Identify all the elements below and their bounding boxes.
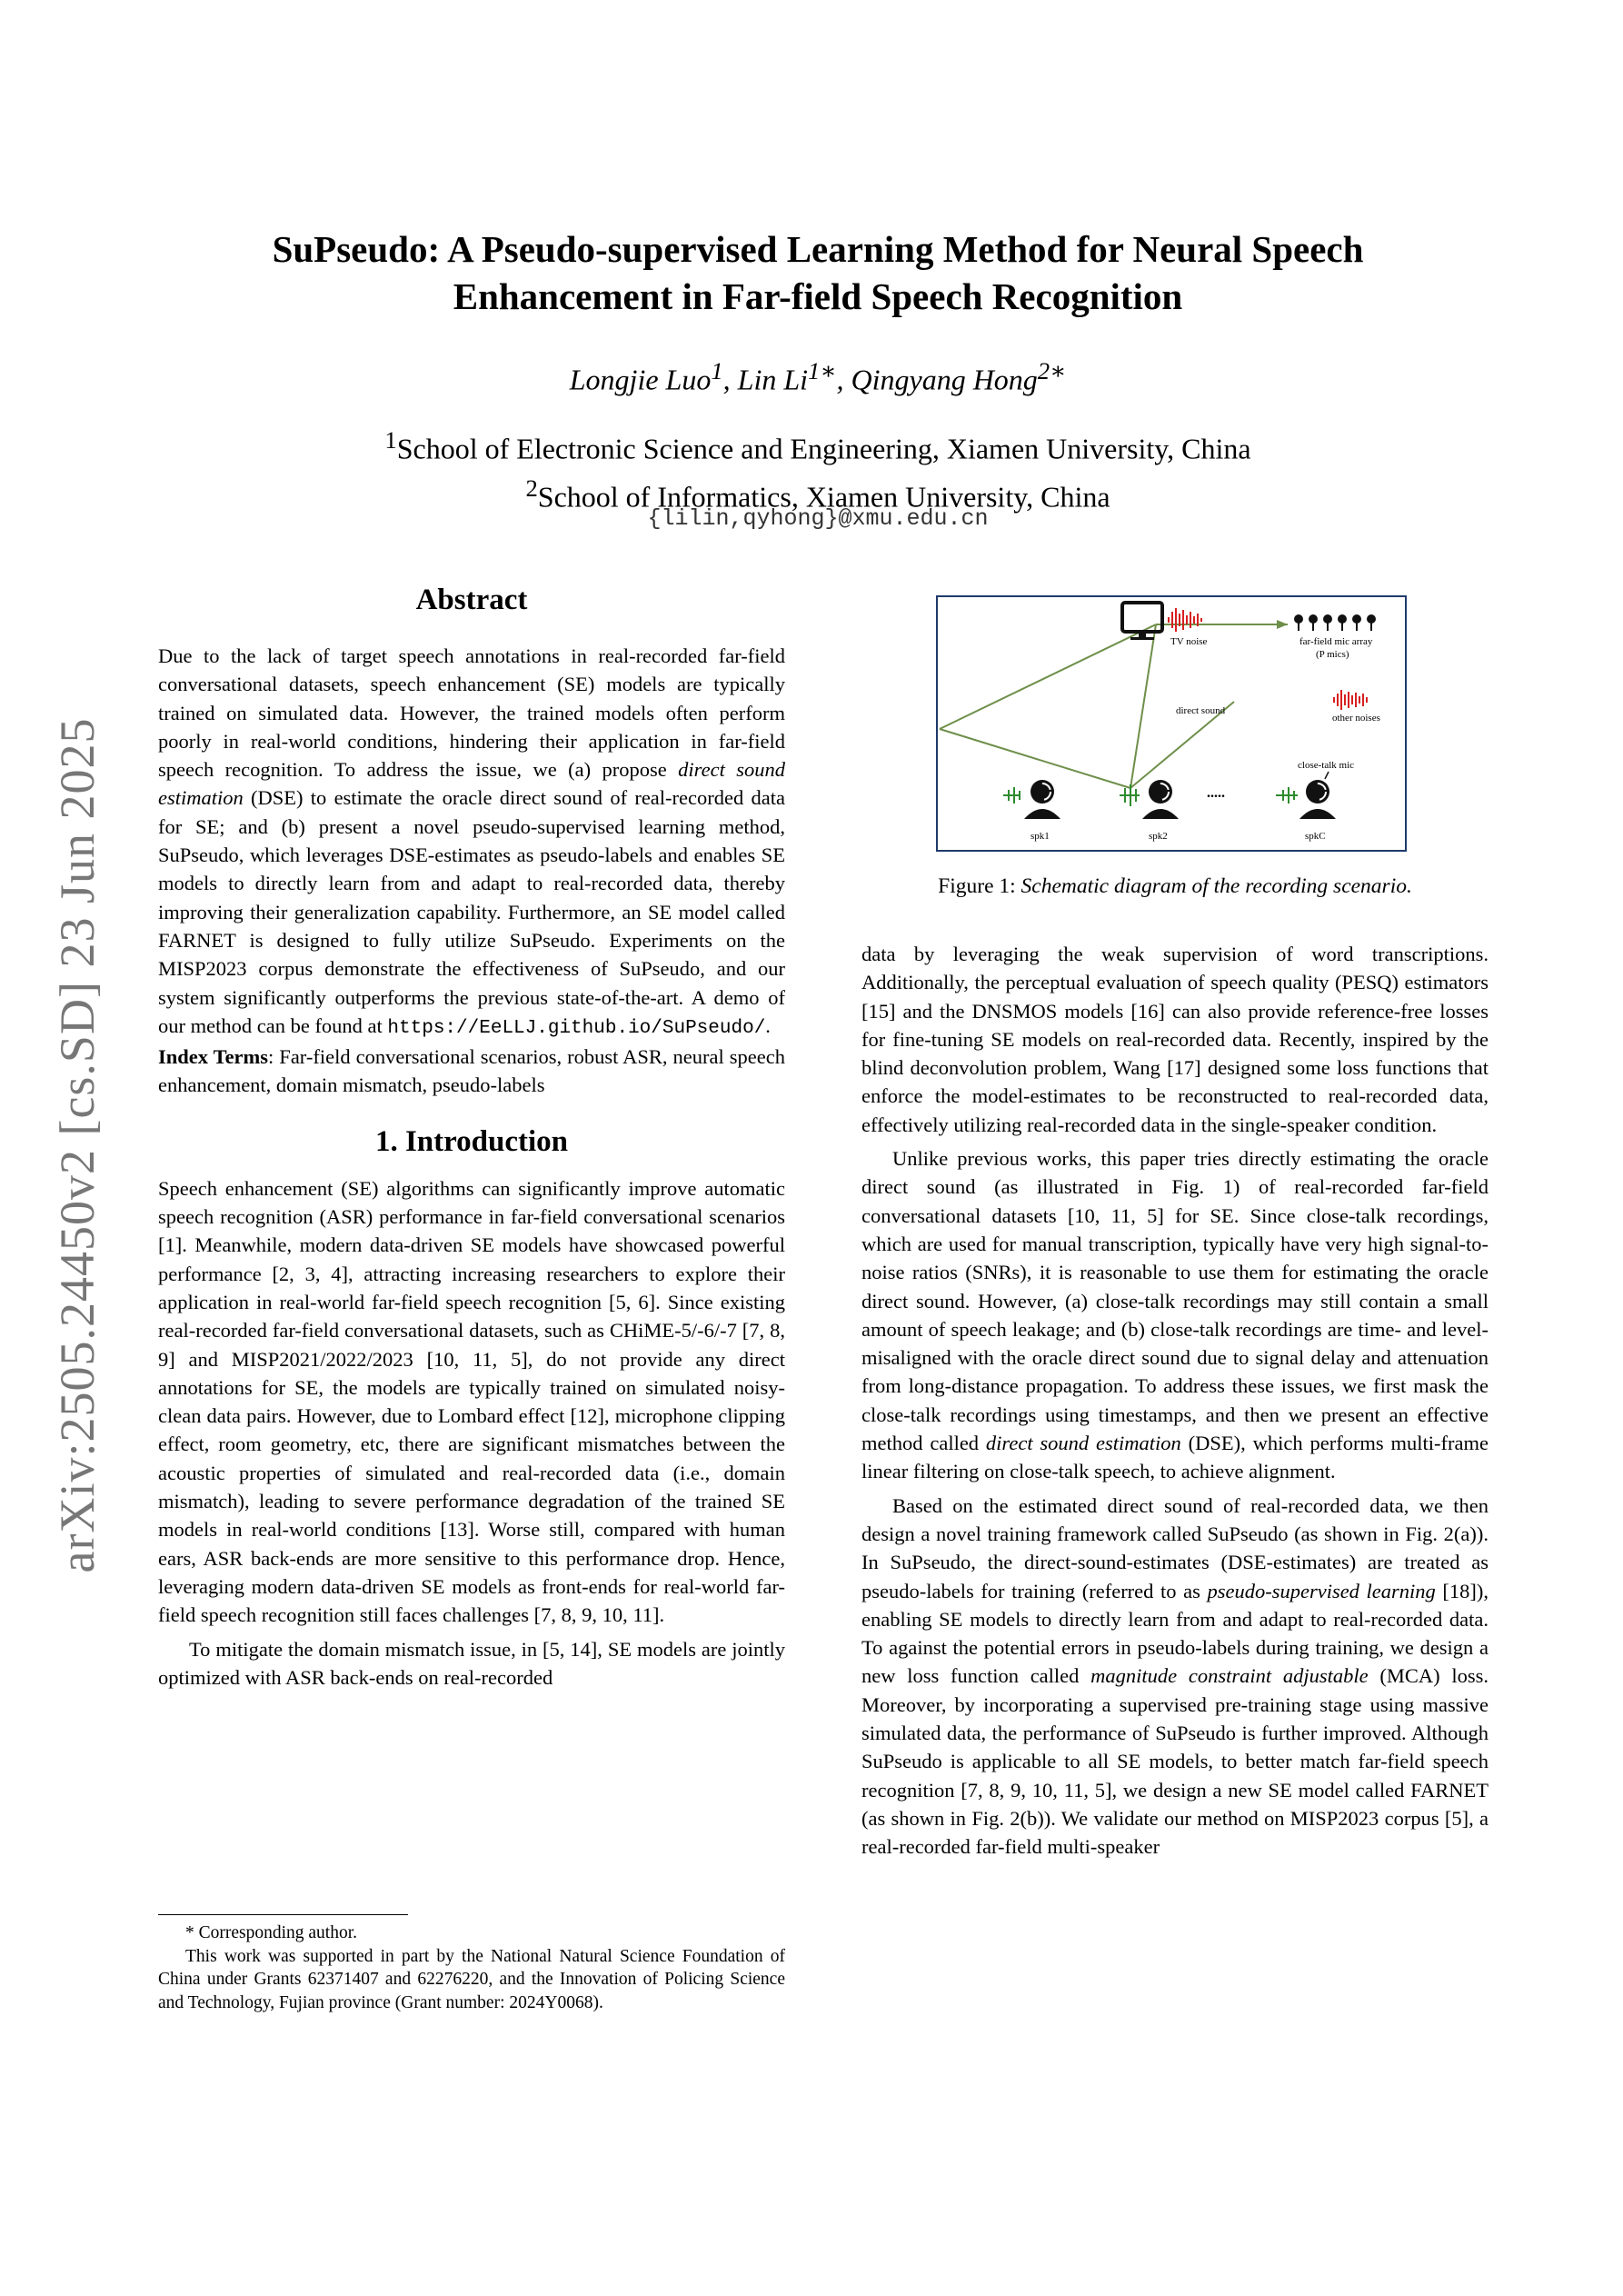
right-paragraph-2	[861, 1144, 1489, 1486]
speaker-head-icon	[1299, 780, 1336, 819]
title-line-1: SuPseudo: A Pseudo-supervised Learning Method for Neural Speech	[272, 228, 1364, 270]
paper-title	[182, 225, 1454, 320]
affiliation-text: School of Electronic Science and Engineering, Xiamen University, China	[396, 432, 1251, 465]
paragraph-text: Unlike previous works, this paper tries directly estimating the oracle direct sound (as illustrated in Fig. 1) of real-recorded far-field conversational datasets [10, 11, 5] for SE. Since close-talk recordings, which are used for manual transcription, typically have very high signal-to-noise ratios (SNRs), it is reasonable to use them for estimating the oracle direct sound. However, (a) close-talk recordings may still contain a small amount of speech leakage; and (b) close-talk recordings are time- and level-misaligned with the oracle direct sound due to signal delay and attenuation from long-distance propagation. To address these issues, we first mask the close-talk recordings using timestamps, and then we present an effective method called	[861, 1147, 1489, 1455]
author-sup: 1∗	[808, 357, 837, 384]
caption-text: Schematic diagram of the recording scenario.	[1021, 874, 1412, 898]
author-list: Longjie Luo$^1$, Lin $Li^{1∗}$, Qingyang Hong$^{2∗}$	[569, 357, 1067, 396]
abstract-emphasis: direct sound estimation	[158, 758, 785, 810]
intro-paragraph-1: Speech enhancement (SE) algorithms can significantly improve automatic speech recognition (ASR) performance in far-field conversational scenarios [1]. Meanwhile, modern data-driven SE models have showcased powerful performance [2, 3, 4], attracting increasing researchers to explore their application in real-world far-field speech recognition [5, 6]. Since existing real-recorded far-field conversational datasets, such as CHiME-5/-6/-7 [7, 8, 9] and MISP2021/2022/2023 [10, 11, 5], do not provide any direct annotations for SE, the models are typically trained on simulated noisy-clean data pairs. However, due to Lombard effect [12], microphone clipping effect, room geometry, etc, there are significant mismatches between the acoustic properties of simulated and real-recorded data (i.e., domain mismatch), leading to severe performance degradation of the trained SE models in real-world conditions [13]. Worse still, compared with human ears, ASR back-ends are more sensitive to this performance drop. Hence, leveraging modern data-driven SE models as front-ends for real-world far-field speech recognition still faces challenges [7, 8, 9, 10, 11].	[158, 1176, 785, 1627]
paragraph-emphasis: magnitude constraint adjustable	[1090, 1664, 1369, 1688]
caption-prefix: Figure 1:	[938, 874, 1021, 898]
affiliations	[227, 421, 1409, 516]
speaker-c-label: spkC	[1305, 831, 1326, 842]
mic-count-label: (P mics)	[1316, 649, 1349, 660]
abstract-heading: Abstract	[415, 584, 528, 616]
footnote-corresponding: * Corresponding author.	[185, 1923, 358, 1942]
paragraph-text: Based on the estimated direct sound of real-recorded data, we then design a novel training framework called SuPseudo (as shown in Fig. 2(a)). In SuPseudo, the direct-sound-estimates (DSE-estimates) are treated as pseudo-labels for training (referred to as	[861, 1493, 1489, 1602]
affiliation-text: School of Informatics, Xiamen University, China	[537, 480, 1110, 514]
speaker-head-icon	[1142, 780, 1179, 819]
arrow-head	[1277, 620, 1288, 629]
index-terms-label: Index Terms	[158, 1045, 269, 1069]
path-line	[1130, 624, 1156, 788]
close-talk-label: close-talk mic	[1298, 760, 1355, 771]
paragraph-text: (DSE), which performs multi-frame linear filtering on close-talk speech, to achieve alignment.	[861, 1432, 1489, 1483]
path-line	[940, 729, 1130, 788]
recording-scenario-diagram	[938, 597, 1405, 850]
affiliation-1	[227, 421, 1409, 469]
more-speakers-ellipsis: .....	[1207, 785, 1225, 801]
mic-array-icon	[1294, 614, 1376, 631]
right-paragraph-1: data by leveraging the weak supervision of word transcriptions. Additionally, the perceptual evaluation of speech quality (PESQ) estimators [15] and the DNSMOS models [16] can also provide reference-free losses for fine-tuning SE models on real-recorded data. Recently, inspired by the blind deconvolution problem, Wang [17] designed some loss functions that enforce the model-estimates to be reconstructed to real-recorded data, effectively utilizing real-recorded data in the single-speaker condition.	[861, 943, 1489, 1136]
index-terms-text: : Far-field conversational scenarios, robust ASR, neural speech enhancement, domain mismatch, pseudo-labels	[158, 1045, 785, 1097]
figure-1	[936, 595, 1407, 852]
paragraph-emphasis: direct sound estimation	[985, 1432, 1181, 1455]
author-name: Qingyang Hong	[851, 363, 1038, 396]
footnote-funding: This work was supported in part by the National Natural Science Foundation of China under Grants 62371407 and 62276220, and the Innovation of Policing Science and Technology, Fujian province (Grant number: 2024Y0068).	[158, 1946, 785, 2012]
tv-noise-label: TV noise	[1170, 636, 1208, 647]
speaker-head-icon	[1024, 780, 1060, 819]
arxiv-side-stamp: arXiv:2505.24450v2 [cs.SD] 23 Jun 2025	[50, 717, 105, 1573]
abstract-text: Due to the lack of target speech annotations in real-recorded far-field conversational datasets, speech enhancement (SE) models are typically trained on simulated data. However, the trained models often perform poorly in real-world conditions, hindering their application in far-field speech recognition. To address the issue, we (a) propose	[158, 644, 785, 782]
author-name: Lin Li	[737, 363, 809, 396]
left-column	[158, 582, 785, 1692]
footnotes	[158, 1922, 785, 2014]
author-email: {lilin,qyhong}@xmu.edu.cn	[647, 505, 989, 532]
noise-wave-icon	[1334, 690, 1367, 710]
right-paragraph-3	[861, 1492, 1489, 1862]
paragraph-text: (MCA) loss. Moreover, by incorporating a supervised pre-training stage using massive simulated data, the performance of SuPseudo is further improved. Although SuPseudo is applicable to all SE models, to better match far-field speech recognition [7, 8, 9, 10, 11, 5], we design a new SE model called FARNET (as shown in Fig. 2(b)). We validate our method on MISP2023 corpus [5], a real-recorded far-field multi-speaker	[861, 1664, 1489, 1859]
title-line-2: Enhancement in Far-field Speech Recognition	[453, 275, 1183, 317]
index-terms	[158, 1043, 785, 1100]
abstract-text: .	[765, 1013, 771, 1037]
author-sup: 1	[711, 357, 723, 384]
direct-sound-label: direct sound	[1176, 705, 1226, 716]
author-name: Longjie Luo	[569, 363, 712, 396]
introduction-heading: 1. Introduction	[374, 1124, 569, 1158]
speaker-1-label: spk1	[1031, 831, 1050, 842]
affiliation-sup: 1	[384, 426, 397, 454]
path-line	[940, 624, 1156, 729]
speaker-wave	[1120, 784, 1140, 806]
paragraph-emphasis: pseudo-supervised learning	[1207, 1579, 1436, 1602]
speaker-wave	[1276, 787, 1298, 804]
demo-link[interactable]: https://EeLLJ.github.io/SuPseudo/	[387, 1017, 766, 1039]
abstract-text: (DSE) to estimate the oracle direct sound of real-recorded data for SE; and (b) present a novel pseudo-supervised learning method, SuPseudo, which leverages DSE-estimates as pseudo-labels and enables SE models to directly learn from and adapt to real-recorded data, thereby improving their generalization capability. Furthermore, an SE model called FARNET is designed to fully utilize SuPseudo. Experiments on the MISP2023 corpus demonstrate the effectiveness of SuPseudo, and our system significantly outperforms the previous state-of-the-art. A demo of our method can be found at	[158, 786, 785, 1037]
speaker-2-label: spk2	[1149, 831, 1168, 842]
tv-icon	[1122, 603, 1162, 640]
footnote-divider	[158, 1914, 408, 1915]
affiliation-sup: 2	[525, 474, 538, 502]
right-column	[861, 940, 1489, 1862]
intro-paragraph-2: To mitigate the domain mismatch issue, in [5, 14], SE models are jointly optimized with ASR back-ends on real-recorded	[158, 1637, 785, 1689]
paragraph-text: [18]), enabling SE models to directly learn from and adapt to real-recorded data. To against the potential errors in pseudo-labels during training, we design a new loss function called	[861, 1579, 1489, 1688]
figure-1-caption	[861, 874, 1489, 899]
noise-wave-icon	[1169, 608, 1201, 632]
author-sup: 2∗	[1037, 357, 1067, 384]
other-noises-label: other noises	[1332, 713, 1380, 724]
mic-array-label: far-field mic array	[1299, 636, 1373, 647]
abstract-paragraph	[158, 642, 785, 1043]
speaker-wave	[1003, 787, 1020, 804]
